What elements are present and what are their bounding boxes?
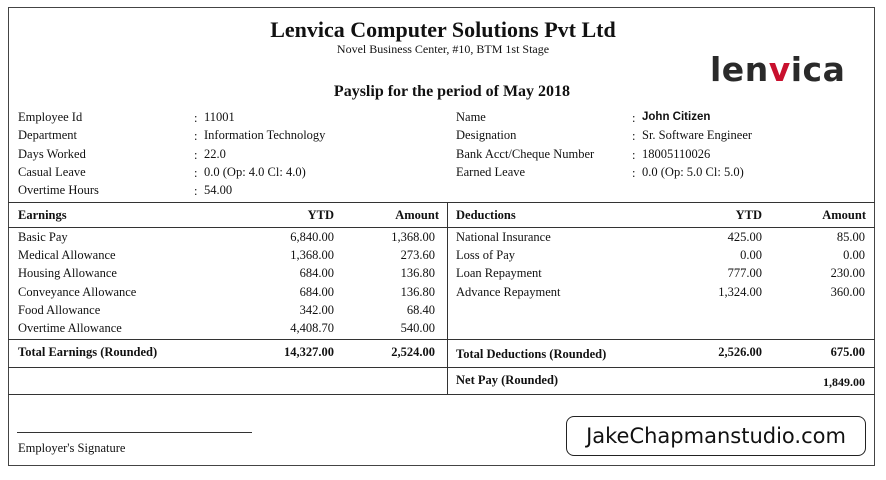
- deductions-row-ytd: 0.00: [740, 248, 762, 262]
- deductions-row-amount: 360.00: [830, 285, 865, 299]
- employee-id-label: Employee Id: [18, 110, 83, 124]
- deductions-row-name: Loan Repayment: [456, 266, 542, 280]
- colon: :: [632, 111, 636, 125]
- watermark-badge: JakeChapmanstudio.com: [566, 416, 866, 456]
- earnings-row-ytd: 684.00: [299, 266, 334, 280]
- total-deductions-amount: 675.00: [830, 345, 865, 359]
- colon: :: [632, 166, 636, 180]
- deductions-row-name: Loss of Pay: [456, 248, 516, 262]
- earnings-row-ytd: 1,368.00: [290, 248, 334, 262]
- earnings-row-name: Basic Pay: [18, 230, 68, 244]
- colon: :: [194, 148, 198, 162]
- employee-name-label: Name: [456, 110, 486, 124]
- deductions-row-amount: 85.00: [836, 230, 865, 244]
- casual-leave-value: 0.0 (Op: 4.0 Cl: 4.0): [204, 165, 306, 179]
- deductions-row-amount: 0.00: [843, 248, 865, 262]
- total-deductions-ytd: 2,526.00: [718, 345, 762, 359]
- payslip-period-title: Payslip for the period of May 2018: [333, 83, 571, 100]
- earned-leave-label: Earned Leave: [456, 165, 526, 179]
- earnings-row-ytd: 6,840.00: [290, 230, 334, 244]
- deductions-header: Deductions: [456, 208, 516, 222]
- table-top-border: [8, 202, 875, 203]
- net-pay-amount: 1,849.00: [823, 375, 865, 389]
- employee-id-value: 11001: [204, 110, 235, 124]
- logo-text-right: ica: [790, 50, 846, 89]
- deductions-row-ytd: 425.00: [727, 230, 762, 244]
- earned-leave-value: 0.0 (Op: 5.0 Cl: 5.0): [642, 165, 744, 179]
- earnings-row-name: Food Allowance: [18, 303, 101, 317]
- earnings-amount-header: Amount: [395, 208, 439, 222]
- earnings-header: Earnings: [18, 208, 67, 222]
- days-worked-label: Days Worked: [18, 147, 86, 161]
- company-logo: [710, 50, 845, 89]
- signature-line: [17, 432, 252, 433]
- total-row-top-border: [8, 339, 875, 340]
- deductions-row-name: National Insurance: [456, 230, 551, 244]
- bank-account-value: 18005110026: [642, 147, 711, 161]
- designation-value: Sr. Software Engineer: [642, 128, 753, 142]
- deductions-row-amount: 230.00: [830, 266, 865, 280]
- earnings-row-amount: 68.40: [406, 303, 435, 317]
- earnings-row-name: Overtime Allowance: [18, 321, 122, 335]
- earnings-row-ytd: 4,408.70: [290, 321, 334, 335]
- company-address: Novel Business Center, #10, BTM 1st Stage: [336, 42, 550, 56]
- bank-account-label: Bank Acct/Cheque Number: [456, 147, 595, 161]
- earnings-row-ytd: 684.00: [299, 285, 334, 299]
- colon: :: [632, 129, 636, 143]
- total-earnings-label: Total Earnings (Rounded): [18, 345, 158, 359]
- earnings-row-amount: 540.00: [400, 321, 435, 335]
- net-pay-label: Net Pay (Rounded): [456, 373, 559, 387]
- total-deductions-label: Total Deductions (Rounded): [456, 347, 607, 361]
- column-divider: [447, 202, 448, 394]
- employee-name-value: John Citizen: [642, 111, 711, 123]
- overtime-hours-label: Overtime Hours: [18, 183, 99, 197]
- earnings-ytd-header: YTD: [307, 208, 334, 222]
- logo-text-v: v: [768, 50, 791, 89]
- earnings-row-amount: 273.60: [400, 248, 435, 262]
- table-header-border: [8, 227, 875, 228]
- earnings-row-ytd: 342.00: [299, 303, 334, 317]
- deductions-row-ytd: 1,324.00: [718, 285, 762, 299]
- casual-leave-label: Casual Leave: [18, 165, 86, 179]
- colon: :: [194, 111, 198, 125]
- total-earnings-amount: 2,524.00: [391, 345, 435, 359]
- earnings-row-amount: 136.80: [400, 266, 435, 280]
- earnings-row-amount: 1,368.00: [391, 230, 435, 244]
- net-pay-bottom-border: [8, 394, 875, 395]
- earnings-row-name: Housing Allowance: [18, 266, 117, 280]
- total-earnings-ytd: 14,327.00: [284, 345, 334, 359]
- designation-label: Designation: [456, 128, 517, 142]
- logo-text-left: len: [710, 50, 769, 89]
- overtime-hours-value: 54.00: [204, 183, 233, 197]
- earnings-row-name: Conveyance Allowance: [18, 285, 137, 299]
- employer-signature-label: Employer's Signature: [18, 441, 126, 455]
- colon: :: [194, 184, 198, 198]
- deductions-row-name: Advance Repayment: [456, 285, 561, 299]
- deductions-amount-header: Amount: [822, 208, 866, 222]
- net-pay-top-border: [8, 367, 875, 368]
- days-worked-value: 22.0: [204, 147, 226, 161]
- colon: :: [194, 129, 198, 143]
- deductions-ytd-header: YTD: [735, 208, 762, 222]
- colon: :: [194, 166, 198, 180]
- company-name: Lenvica Computer Solutions Pvt Ltd: [270, 17, 616, 42]
- earnings-row-amount: 136.80: [400, 285, 435, 299]
- deductions-row-ytd: 777.00: [727, 266, 762, 280]
- department-value: Information Technology: [204, 128, 326, 142]
- colon: :: [632, 148, 636, 162]
- department-label: Department: [18, 128, 78, 142]
- earnings-row-name: Medical Allowance: [18, 248, 116, 262]
